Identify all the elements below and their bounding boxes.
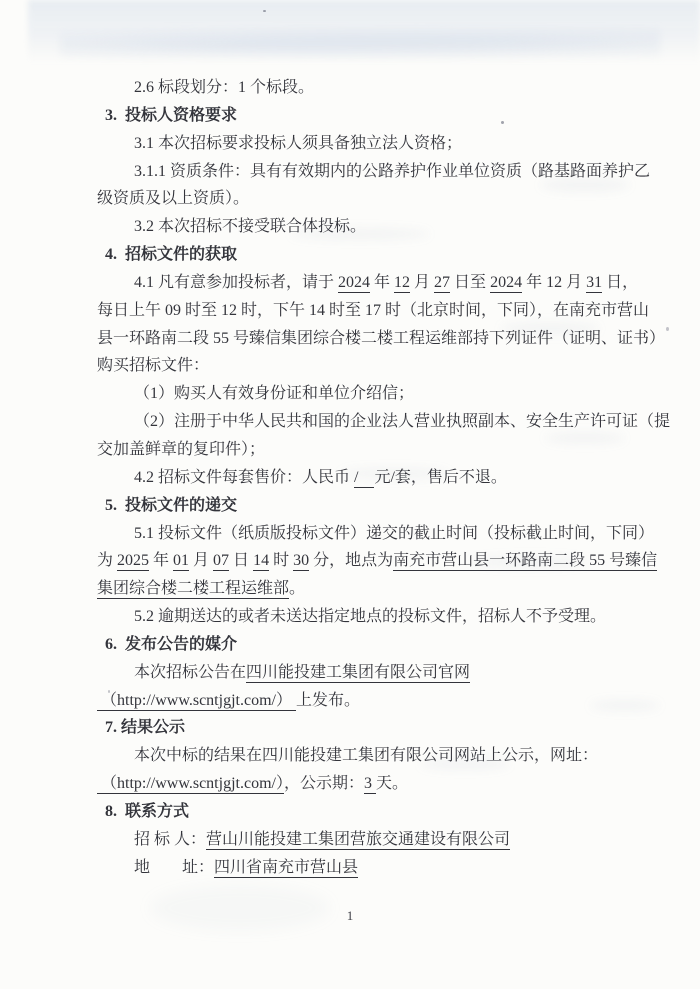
text-segment: 购买招标文件： <box>97 357 210 375</box>
underlined-text: 14 <box>253 552 270 570</box>
text-segment: 5.2 逾期送达的或者未送达指定地点的投标文件，招标人不予受理。 <box>134 608 607 626</box>
underlined-text: 07 <box>213 552 230 570</box>
underlined-text: 01 <box>173 552 190 570</box>
text-line <box>97 603 617 631</box>
text-segment: （1）购买人有效身份证和单位介绍信； <box>134 385 415 403</box>
text-segment: 5. 投标文件的递交 <box>105 496 238 514</box>
page-number: 1 <box>346 908 354 923</box>
text-line <box>97 436 617 464</box>
text-segment: 日 <box>229 552 254 570</box>
underlined-text: 集团综合楼二楼工程运维部 <box>97 580 290 598</box>
text-line <box>97 826 617 854</box>
text-segment: 天。 <box>375 775 408 793</box>
text-segment: 交加盖鲜章的复印件）； <box>97 440 266 458</box>
underlined-text: 四川省南充市营山县 <box>214 858 359 876</box>
text-line <box>97 464 617 492</box>
text-line <box>97 297 650 325</box>
text-segment: 3.2 本次招标不接受联合体投标。 <box>134 218 367 236</box>
underlined-text: 30 <box>293 552 310 570</box>
text-line <box>97 659 617 687</box>
document-body <box>97 74 671 881</box>
underlined-text: 营山川能投建工集团营旅交通建设有限公司 <box>206 830 511 848</box>
underlined-text: （http://www.scntjgjt.com/） <box>97 775 284 793</box>
text-line <box>97 408 671 436</box>
text-segment: 每日上午 09 时至 12 时，下午 14 时至 17 时（北京时间，下同），在南充市营山 <box>97 301 650 319</box>
text-segment: 本次中标的结果在四川能投建工集团有限公司网站上公示，网址： <box>134 747 599 765</box>
section-heading <box>97 241 617 269</box>
text-line <box>97 770 617 798</box>
text-line <box>97 325 666 353</box>
text-segment: 县一环路南二段 55 号臻信集团综合楼二楼工程运维部持下列证件（证明、证书） <box>97 329 666 347</box>
text-line <box>97 687 617 715</box>
text-segment: 上发布。 <box>295 691 360 709</box>
underlined-text: 2024 <box>490 273 523 291</box>
text-segment: 8. 联系方式 <box>105 802 190 820</box>
underlined-text: 31 <box>586 273 603 291</box>
text-segment: 招 标 人： <box>134 830 207 848</box>
text-line <box>97 854 617 882</box>
text-line <box>97 547 658 575</box>
text-segment: 3.1 本次招标要求投标人须具备独立法人资格； <box>134 134 463 152</box>
underlined-text: 南充市营山县一环路南二段 55 号臻信 <box>393 552 658 570</box>
text-segment: 4.1 凡有意参加投标者，请于 <box>134 273 339 291</box>
section-heading <box>97 631 617 659</box>
text-segment: 分，地点为 <box>309 552 394 570</box>
underlined-text: / <box>354 468 375 486</box>
underlined-text: （http://www.scntjgjt.com/） <box>97 691 296 709</box>
underlined-text: 12 <box>394 273 411 291</box>
text-segment: 时 <box>269 552 294 570</box>
text-segment: 6. 发布公告的媒介 <box>105 635 238 653</box>
text-segment: 为 <box>97 552 118 570</box>
underlined-text: 27 <box>434 273 451 291</box>
text-line <box>97 575 617 603</box>
section-heading <box>97 798 617 826</box>
text-segment: 2.6 标段划分：1 个标段。 <box>134 79 315 96</box>
text-segment: 本次招标公告在 <box>134 663 247 681</box>
text-line <box>97 520 655 548</box>
text-segment: 3.1.1 资质条件：具有有效期内的公路养护作业单位资质（路基路面养护乙 <box>134 162 651 180</box>
text-segment: 级资质及以上资质）。 <box>97 190 250 208</box>
scan-artifact-top-band <box>28 0 700 62</box>
text-line <box>97 269 639 297</box>
section-heading <box>97 102 617 130</box>
text-segment: 月 <box>189 552 214 570</box>
text-line <box>97 74 617 102</box>
text-segment: ，公示期： <box>283 775 364 793</box>
text-line <box>97 185 617 213</box>
text-segment: 4. 招标文件的获取 <box>105 246 238 264</box>
text-segment: 年 <box>370 273 395 291</box>
scan-speck <box>263 10 266 12</box>
scan-artifact-top-mottle <box>60 28 660 62</box>
text-segment: 年 <box>149 552 174 570</box>
text-line <box>97 742 617 770</box>
text-segment: 。 <box>289 580 306 598</box>
text-segment: 3. 投标人资格要求 <box>105 106 238 124</box>
text-segment: 年 12 月 <box>522 273 587 291</box>
text-segment: 日至 <box>450 273 491 291</box>
section-heading <box>97 714 617 742</box>
text-segment: 月 <box>410 273 435 291</box>
text-segment: 4.2 招标文件每套售价：人民币 <box>134 468 355 486</box>
text-line <box>97 130 617 158</box>
text-segment: 日， <box>602 273 639 291</box>
text-line <box>97 352 617 380</box>
text-segment: 地 址： <box>134 858 215 876</box>
text-segment: 5.1 投标文件（纸质版投标文件）递交的截止时间（投标截止时间，下同） <box>134 524 655 542</box>
underlined-text: 2024 <box>338 273 371 291</box>
underlined-text: 3 <box>363 775 376 793</box>
text-line <box>97 158 651 186</box>
underlined-text: 2025 <box>117 552 150 570</box>
text-line <box>97 213 617 241</box>
underlined-text: 四川能投建工集团有限公司官网 <box>246 663 471 681</box>
text-segment: 7. 结果公示 <box>105 719 186 737</box>
text-segment: 元/套，售后不退。 <box>374 468 507 486</box>
scan-speck <box>666 327 669 331</box>
text-line <box>97 380 617 408</box>
section-heading <box>97 492 617 520</box>
text-segment: （2）注册于中华人民共和国的企业法人营业执照副本、安全生产许可证（提 <box>134 413 671 431</box>
